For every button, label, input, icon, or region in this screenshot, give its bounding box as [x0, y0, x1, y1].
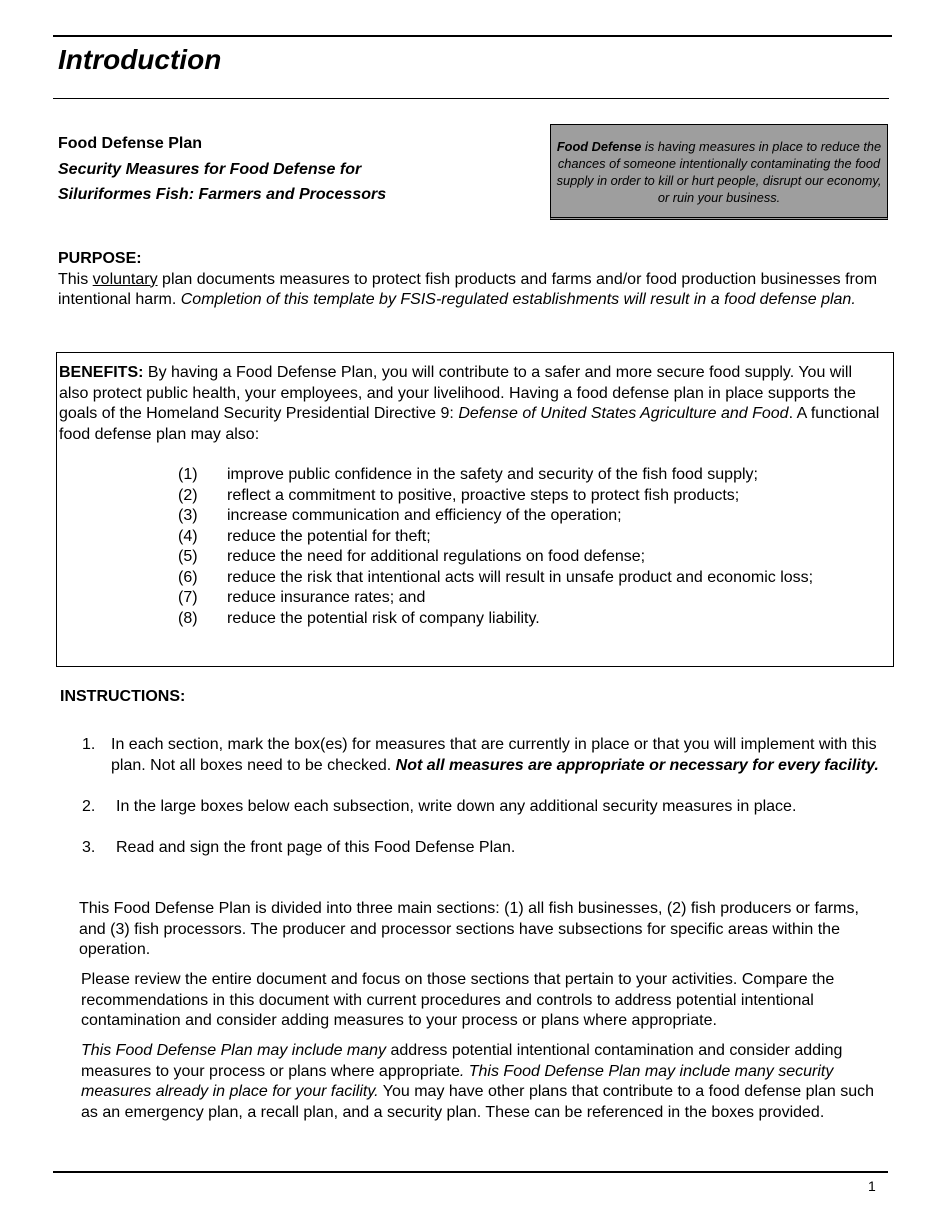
list-item-text: reduce the potential for theft; [227, 527, 431, 545]
plan-subtitle-line1: Security Measures for Food Defense for [58, 160, 362, 178]
list-item-text: reduce the potential risk of company liability. [227, 609, 540, 627]
list-item-number: (5) [178, 548, 198, 565]
benefits-intro [59, 363, 883, 445]
footer-rule [53, 1171, 888, 1173]
purpose-label: PURPOSE: [58, 250, 142, 267]
list-item-text: improve public confidence in the safety and security of the fish food supply; [227, 466, 758, 483]
list-item-number: (3) [178, 507, 198, 524]
purpose-section [58, 249, 893, 311]
review-paragraph: Please review the entire document and focus on those sections that pertain to your activities. Compare the recommendations in this document with current procedures and controls to address potential intentional contamination and consider adding measures to your process or plans where appropriate. [81, 971, 835, 1029]
step-text: In the large boxes below each subsection, write down any additional security measures in place. [116, 797, 797, 815]
list-item-text: reduce the risk that intentional acts will result in unsafe product and economic loss; [227, 568, 814, 586]
list-item [59, 588, 883, 609]
benefits-list [59, 465, 883, 629]
list-item [59, 486, 883, 507]
definition-text: is having measures in place to reduce the chances of someone intentionally contaminating the food supply in order to kill or hurt people, disrupt our economy, or ruin your business. [556, 139, 882, 205]
benefits-directive-title: Defense of United States Agriculture and Food [458, 405, 789, 422]
instruction-step [82, 797, 892, 818]
list-item-number: (2) [178, 486, 198, 504]
step-text: In each section, mark the box(es) for measures that are currently in place or that you will implement with this plan. Not all boxes need to be checked. [111, 736, 877, 774]
para3-italic-2: . This Food Defense Plan may include many security measures already in place for your facility. [81, 1062, 834, 1100]
purpose-italic-note: Completion of this template by FSIS-regulated establishments will result in a food defense plan. [180, 291, 856, 308]
food-defense-definition-box [550, 124, 888, 220]
page-title: Introduction [58, 44, 222, 75]
step-number: 1. [82, 736, 96, 753]
step-number: 3. [82, 838, 96, 856]
plan-name: Food Defense Plan [58, 135, 203, 152]
list-item-number: (8) [178, 609, 198, 627]
benefits-text-before: By having a Food Defense Plan, you will contribute to a safer and more secure food supply. You will also protect public health, your employees, and your livelihood. Having a food defense plan in place supports the goals of the Homeland Security Presidential Directive 9: [59, 364, 856, 422]
sections-overview-paragraph: This Food Defense Plan is divided into three main sections: (1) all fish businesses, (2) fish producers or farms, and (3) fish processors. The producer and processor sections have subsections for specific areas within the operation. [79, 900, 859, 958]
list-item [59, 568, 883, 589]
list-item-number: (6) [178, 568, 198, 586]
list-item-text: increase communication and efficiency of the operation; [227, 507, 622, 524]
list-item [59, 465, 883, 486]
purpose-text-before: This [58, 270, 93, 288]
instruction-step [82, 735, 892, 776]
purpose-text-after: plan documents measures to protect fish products and farms and/or food production businesses from intentional harm. [58, 270, 878, 308]
list-item-number: (1) [178, 466, 198, 483]
title-underline-rule [53, 98, 889, 99]
benefits-box [56, 352, 894, 667]
list-item-number: (7) [178, 589, 198, 606]
benefits-label: BENEFITS: [59, 364, 144, 381]
step-text: Read and sign the front page of this Food Defense Plan. [116, 838, 516, 856]
definition-term: Food Defense [556, 139, 642, 154]
list-item [59, 527, 883, 548]
step-emphasis: Not all measures are appropriate or necessary for every facility. [395, 756, 879, 774]
top-rule [53, 35, 892, 37]
instructions-label: INSTRUCTIONS: [60, 688, 186, 705]
plans-paragraph [81, 1041, 891, 1123]
para3-text-2: You may have other plans that contribute to a food defense plan such as an emergency plan, a recall plan, and a security plan. These can be referenced in the boxes provided. [81, 1083, 875, 1121]
step-number: 2. [82, 797, 96, 815]
purpose-voluntary: voluntary [92, 270, 158, 288]
page-number: 1 [868, 1178, 876, 1194]
plan-heading [58, 131, 528, 208]
instruction-step [82, 838, 892, 859]
list-item-text: reflect a commitment to positive, proactive steps to protect fish products; [227, 486, 740, 504]
para3-text-1: address potential intentional contamination and consider adding measures to your process or plans where appropriate [81, 1042, 843, 1080]
para3-italic-1: This Food Defense Plan may include many [81, 1042, 387, 1059]
instructions-steps [82, 735, 892, 879]
plan-subtitle-line2: Siluriformes Fish: Farmers and Processors [58, 186, 387, 203]
list-item-text: reduce the need for additional regulations on food defense; [227, 548, 646, 565]
list-item [59, 547, 883, 568]
benefits-text-after: . A functional food defense plan may also: [59, 405, 880, 443]
list-item-number: (4) [178, 527, 198, 545]
list-item-text: reduce insurance rates; and [227, 589, 426, 606]
list-item [59, 506, 883, 527]
list-item [59, 609, 883, 630]
